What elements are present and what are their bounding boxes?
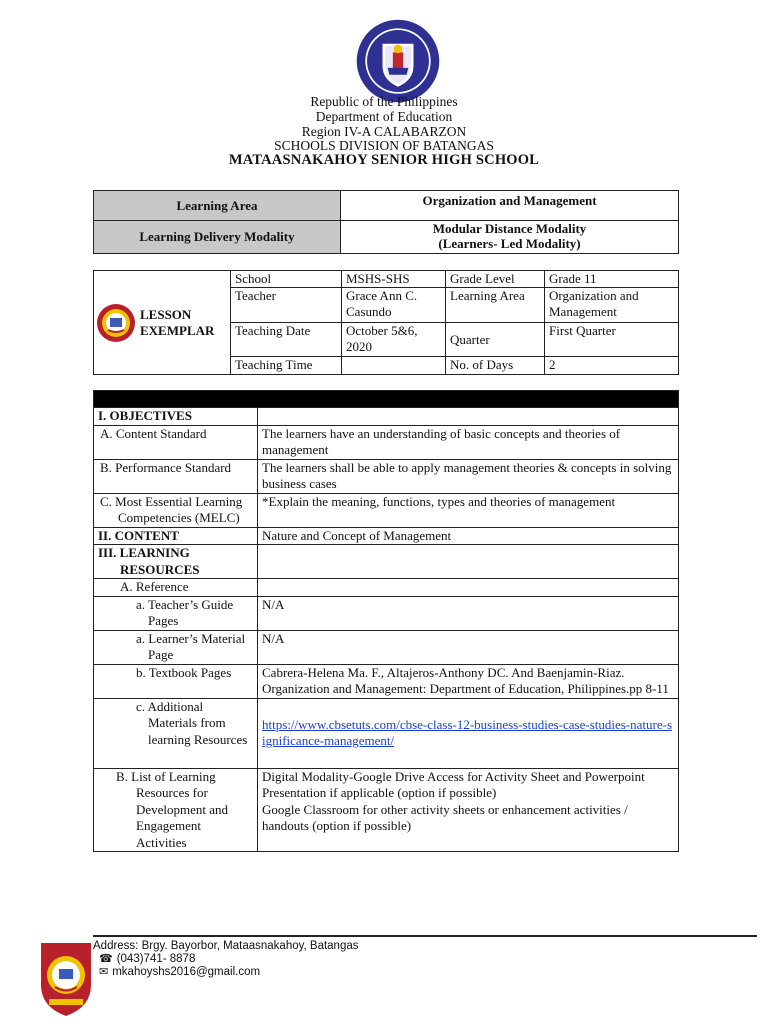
learning-area-label: Learning Area [94,191,341,221]
quarter-value: First Quarter [545,323,679,357]
resources-list-value [258,768,679,852]
school-logo-icon [35,939,97,1018]
footer-email [99,966,260,979]
content-standard-label: A. Content Standard [94,425,258,459]
days-label: No. of Days [446,357,545,375]
area-value: Organization and Management [545,288,679,323]
header-department: Department of Education [315,109,453,124]
lesson-label: LESSON [140,306,192,322]
modality-line-1: Modular Distance Modality [432,221,587,236]
date-value: October 5&6, 2020 [342,323,446,357]
footer-phone-number: (043)741- 8878 [116,953,196,965]
date-label: Teaching Date [231,323,342,357]
footer-divider [93,935,757,937]
header-republic: Republic of the Philippines [310,94,458,109]
melc-value: *Explain the meaning, functions, types and theories of management [258,493,679,527]
additional-materials-link[interactable]: https://www.cbsetuts.com/cbse-class-12-business-studies-case-studies-nature-significance-management/ [262,716,673,748]
additional-materials-label: c. Additional Materials from learning Resources [94,698,258,768]
learning-area-table [93,190,679,254]
area-label: Learning Area [446,288,545,323]
learning-resources-heading: III. LEARNING RESOURCES [94,545,258,579]
content-standard-value: The learners have an understanding of basic concepts and theories of management [258,425,679,459]
teachers-guide-label: a. Teacher’s Guide Pages [94,596,258,630]
delivery-modality-value [341,221,679,254]
header-division: SCHOOLS DIVISION OF BATANGAS [274,138,494,153]
envelope-icon: ✉ [99,966,109,978]
lesson-exemplar-title [140,307,214,339]
table-header-bar [94,391,679,408]
footer-phone [99,953,195,966]
time-label: Teaching Time [231,357,342,375]
phone-icon: ☎ [99,953,113,965]
teacher-value: Grace Ann C. Casundo [342,288,446,323]
learning-area-value: Organization and Management [341,191,679,221]
resources-list-label: B. List of Learning Resources for Development and Engagement Activities [94,768,258,852]
school-value: MSHS-SHS [342,271,446,288]
learners-material-label: a. Learner’s Material Page [94,630,258,664]
modality-line-2: (Learners- Led Modality) [438,236,581,251]
grade-value: Grade 11 [545,271,679,288]
resources-list-item-2: Google Classroom for other activity sheets or enhancement activities / handouts (option if possible) [262,801,628,833]
time-value [342,357,446,375]
days-value: 2 [545,357,679,375]
teacher-label: Teacher [231,288,342,323]
delivery-modality-label: Learning Delivery Modality [94,221,341,254]
school-label: School [231,271,342,288]
performance-standard-label: B. Performance Standard [94,459,258,493]
additional-materials-cell [258,698,679,768]
header-school-name: MATAASNAKAHOY SENIOR HIGH SCHOOL [228,152,540,168]
textbook-value: Cabrera-Helena Ma. F., Altajeros-Anthony DC. And Baenjamin-Riaz. Organization and Management: Department of Education, Philippines.pp 8-11 [258,664,679,698]
exemplar-label: EXEMPLAR [140,322,215,338]
lesson-info-table [93,270,679,375]
textbook-label: b. Textbook Pages [94,664,258,698]
lesson-content-table [93,390,679,852]
footer-email-address: mkahoyshs2016@gmail.com [112,966,261,978]
grade-label: Grade Level [446,271,545,288]
content-value: Nature and Concept of Management [258,527,679,545]
resources-list-item-1: Digital Modality-Google Drive Access for Activity Sheet and Powerpoint Presentation if applicable (option if possible) [262,768,645,800]
quarter-label: Quarter [446,323,545,357]
performance-standard-value: The learners shall be able to apply management theories & concepts in solving business cases [258,459,679,493]
reference-label: A. Reference [94,579,258,597]
footer-address: Address: Brgy. Bayorbor, Mataasnakahoy, Batangas [93,940,359,952]
content-heading: II. CONTENT [94,527,258,545]
lesson-exemplar-cell [94,271,231,375]
learners-material-value: N/A [258,630,679,664]
school-logo-icon [96,303,136,343]
header-region: Region IV-A CALABARZON [301,124,467,139]
melc-label: C. Most Essential Learning Competencies (MELC) [94,493,258,527]
objectives-heading: I. OBJECTIVES [94,408,258,426]
teachers-guide-value: N/A [258,596,679,630]
deped-seal-icon [355,18,441,104]
